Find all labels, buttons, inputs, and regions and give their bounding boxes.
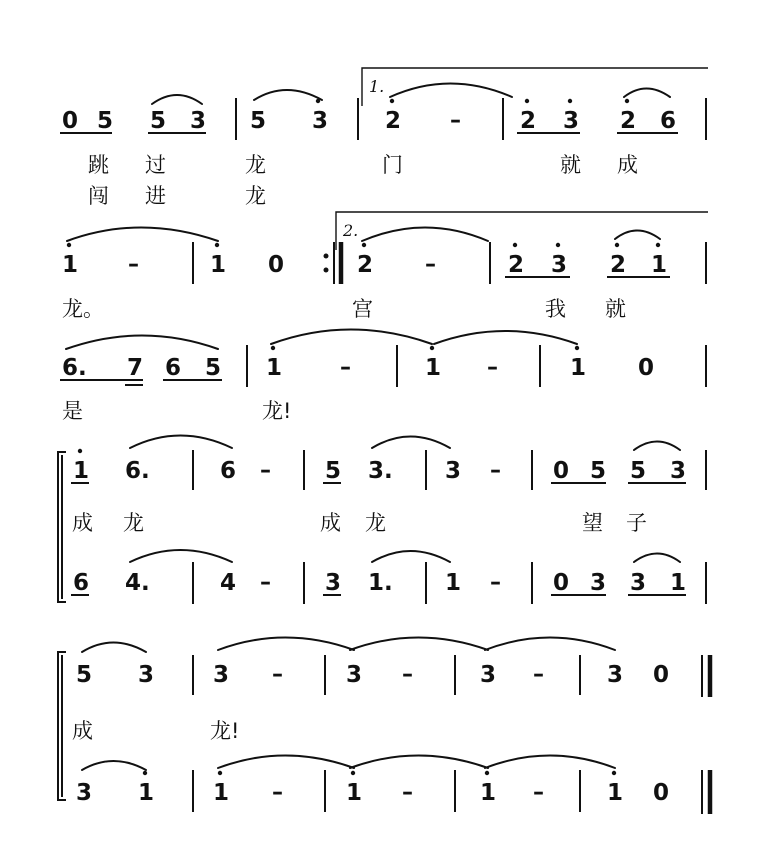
volta-label-2: 2. [343,221,359,240]
lyric: 闯 [88,184,109,208]
note: 3. [368,458,393,484]
note: 3 [563,108,580,134]
slur [67,228,218,242]
note: 3 [138,662,155,688]
slur [624,89,670,98]
lyric: 就 [605,297,626,321]
volta-label-1: 1. [369,77,385,96]
high-dot [215,243,219,247]
note: 0 [638,355,655,381]
slur [218,756,354,769]
high-dot [143,771,147,775]
high-dot [513,243,517,247]
note: 1 [480,780,497,806]
dash: – [450,108,461,133]
slur [130,436,232,449]
slur [350,756,488,769]
note: 3 [346,662,363,688]
note: 2 [357,252,374,278]
system-2 [62,212,708,321]
slur [66,336,218,350]
note: 0 [268,252,285,278]
slur [254,90,322,100]
slur [485,756,615,769]
slur [372,551,450,562]
note: 3 [312,108,329,134]
lyric: 成 [72,719,93,743]
note: 1 [445,570,462,596]
note: 1 [570,355,587,381]
note: 0 [553,458,570,484]
note: 1 [670,570,687,596]
note: 5 [76,662,93,688]
lyric: 就 [560,153,581,177]
slur [82,761,146,770]
lyric: 成 [72,511,93,535]
lyric: 跳 [88,153,109,177]
note: 1. [368,570,393,596]
high-dot [351,771,355,775]
high-dot [568,99,572,103]
system-4 [58,436,706,605]
dash: – [533,662,544,687]
lyric: 龙! [262,399,292,423]
note: 5 [97,108,114,134]
high-dot [362,243,366,247]
lyric: 是 [62,399,83,423]
dash: – [533,780,544,805]
note: 5 [630,458,647,484]
note: 3 [630,570,647,596]
dash: – [490,458,501,483]
note: 1 [425,355,442,381]
repeat-dot [324,268,329,273]
note: 6. [125,458,150,484]
high-dot [218,771,222,775]
lyric: 龙。 [62,297,104,321]
note: 1 [62,252,79,278]
dash: – [402,662,413,687]
note: 3 [607,662,624,688]
note: 1 [73,458,90,484]
slur [130,550,232,562]
lyric: 宫 [352,297,373,321]
slur [152,95,202,104]
high-dot [556,243,560,247]
dash: – [272,662,283,687]
system-3 [60,330,706,424]
note: 4. [125,570,150,596]
lyric: 我 [545,297,566,321]
system-5 [58,638,710,815]
slur [615,231,660,240]
note: 3 [551,252,568,278]
note: 1 [210,252,227,278]
note: 3 [480,662,497,688]
dash: – [490,570,501,595]
high-dot [612,771,616,775]
lyric: 龙 [245,184,266,208]
high-dot [430,346,434,350]
note: 0 [62,108,79,134]
dash: – [260,570,271,595]
high-dot [78,449,82,453]
slur [390,84,512,98]
dash: – [340,355,351,380]
lyric: 成 [617,153,638,177]
volta-bracket-1 [362,68,708,106]
note: 0 [653,662,670,688]
high-dot [575,346,579,350]
slur [350,638,488,651]
note: 3 [445,458,462,484]
dash: – [402,780,413,805]
lyric: 望 [582,511,603,535]
lyric: 进 [145,184,166,208]
note: 1 [346,780,363,806]
note: 2 [610,252,627,278]
high-dot [390,99,394,103]
note: 2 [385,108,402,134]
note: 3 [670,458,687,484]
note: 1 [651,252,668,278]
note: 5 [205,355,222,381]
note: 3 [590,570,607,596]
system-1 [60,68,708,208]
slur [485,638,615,651]
note: 4 [220,570,237,596]
high-dot [525,99,529,103]
dash: – [260,458,271,483]
note: 6 [165,355,182,381]
slur [634,554,680,563]
note: 1 [138,780,155,806]
lyric: 子 [626,511,647,535]
high-dot [625,99,629,103]
slur [372,437,450,449]
note: 6. [62,355,87,381]
note: 3 [76,780,93,806]
note: 7 [127,355,144,381]
lyric: 龙 [365,511,386,535]
lyric: 龙! [210,719,240,743]
dash: – [272,780,283,805]
slur [271,330,432,345]
lyric: 过 [145,153,166,177]
lyric: 龙 [245,153,266,177]
slur [82,643,146,653]
note: 6 [660,108,677,134]
note: 5 [250,108,267,134]
high-dot [485,771,489,775]
high-dot [271,346,275,350]
note: 0 [553,570,570,596]
lyric: 成 [320,511,341,535]
note: 2 [520,108,537,134]
note: 0 [653,780,670,806]
dash: – [425,252,436,277]
note: 3 [213,662,230,688]
note: 5 [150,108,167,134]
slur [362,228,488,242]
note: 3 [325,570,342,596]
note: 1 [607,780,624,806]
dash: – [128,252,139,277]
lyric: 门 [382,153,403,177]
high-dot [67,243,71,247]
note: 6 [73,570,90,596]
slur [634,442,680,451]
dash: – [487,355,498,380]
note: 5 [590,458,607,484]
note: 1 [213,780,230,806]
slur [218,638,354,651]
note: 2 [620,108,637,134]
high-dot [615,243,619,247]
lyric: 龙 [123,511,144,535]
note: 1 [266,355,283,381]
note: 5 [325,458,342,484]
note: 6 [220,458,237,484]
slur [434,331,577,344]
note: 3 [190,108,207,134]
repeat-dot [324,254,329,259]
high-dot [656,243,660,247]
note: 2 [508,252,525,278]
